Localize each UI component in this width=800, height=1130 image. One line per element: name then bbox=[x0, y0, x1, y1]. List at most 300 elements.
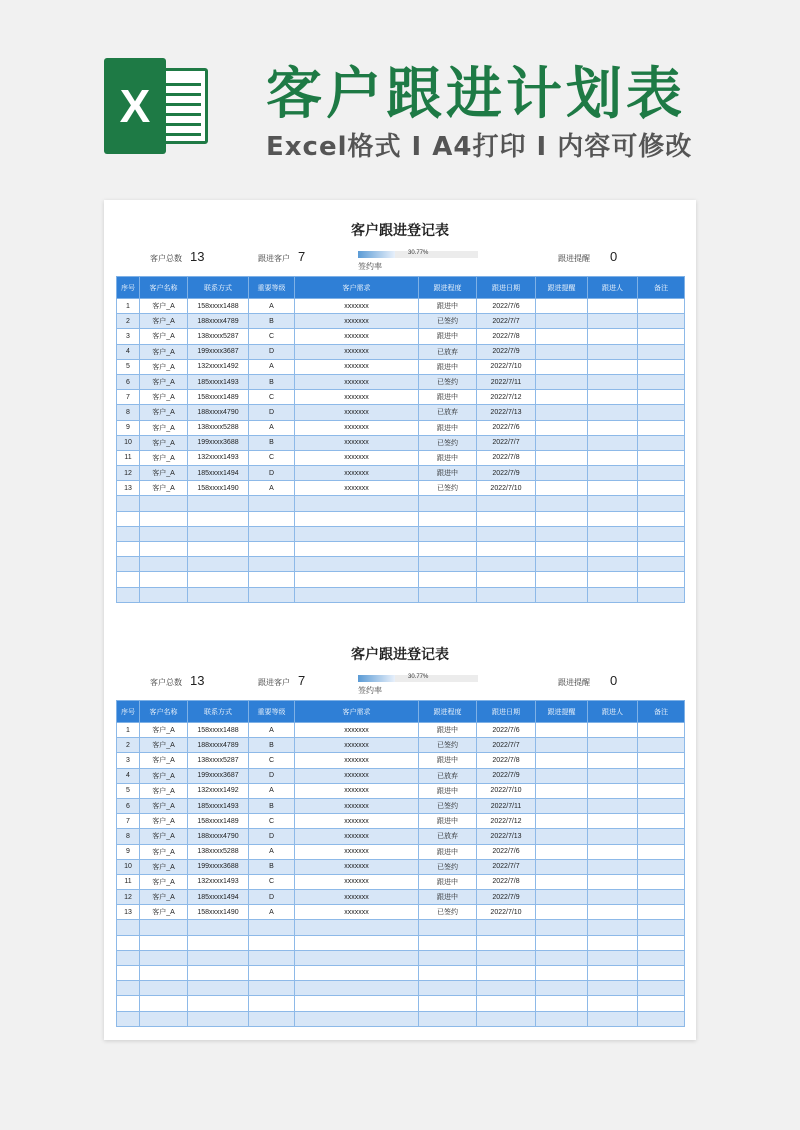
table-row bbox=[117, 996, 685, 1011]
table-cell bbox=[140, 511, 188, 526]
table-cell bbox=[536, 374, 588, 389]
reminder-label: 跟进提醒 bbox=[558, 678, 590, 687]
table-row bbox=[117, 572, 685, 587]
table-cell: 7 bbox=[117, 390, 140, 405]
table-cell: A bbox=[249, 844, 295, 859]
table-cell: 2022/7/9 bbox=[477, 466, 536, 481]
table-cell: C bbox=[249, 329, 295, 344]
table-cell: xxxxxxx bbox=[295, 753, 419, 768]
table-row bbox=[117, 783, 685, 798]
column-header: 客户需求 bbox=[295, 277, 419, 299]
table-cell bbox=[638, 738, 685, 753]
table-cell bbox=[638, 359, 685, 374]
table-cell: xxxxxxx bbox=[295, 738, 419, 753]
table-cell bbox=[295, 496, 419, 511]
table-header-row bbox=[117, 701, 685, 723]
table-cell: 199xxxx3688 bbox=[188, 435, 249, 450]
table-cell: xxxxxxx bbox=[295, 829, 419, 844]
table-cell bbox=[188, 587, 249, 602]
table-cell bbox=[588, 299, 638, 314]
follow-up-table bbox=[116, 700, 685, 1027]
table-cell bbox=[117, 511, 140, 526]
table-row bbox=[117, 753, 685, 768]
table-cell: 10 bbox=[117, 859, 140, 874]
table-cell bbox=[188, 950, 249, 965]
table-cell bbox=[477, 526, 536, 541]
table-cell bbox=[295, 526, 419, 541]
table-cell bbox=[638, 314, 685, 329]
table-cell bbox=[536, 829, 588, 844]
table-cell: 6 bbox=[117, 798, 140, 813]
table-cell bbox=[638, 981, 685, 996]
table-row bbox=[117, 1011, 685, 1026]
table-cell: 199xxxx3687 bbox=[188, 768, 249, 783]
table-cell: 2022/7/12 bbox=[477, 814, 536, 829]
table-cell bbox=[638, 950, 685, 965]
table-cell: D bbox=[249, 405, 295, 420]
table-cell bbox=[536, 783, 588, 798]
table-cell: 跟进中 bbox=[419, 844, 477, 859]
table-cell bbox=[536, 450, 588, 465]
table-cell bbox=[419, 557, 477, 572]
column-header: 客户需求 bbox=[295, 701, 419, 723]
table-cell: 6 bbox=[117, 374, 140, 389]
table-cell bbox=[536, 950, 588, 965]
sign-rate-fill bbox=[358, 251, 395, 258]
table-cell bbox=[249, 511, 295, 526]
table-cell: 138xxxx5288 bbox=[188, 844, 249, 859]
table-cell: 132xxxx1493 bbox=[188, 450, 249, 465]
table-cell bbox=[588, 814, 638, 829]
table-cell bbox=[419, 966, 477, 981]
table-row bbox=[117, 405, 685, 420]
table-cell bbox=[638, 890, 685, 905]
table-cell bbox=[588, 768, 638, 783]
table-cell bbox=[249, 966, 295, 981]
column-header: 备注 bbox=[638, 277, 685, 299]
table-cell: 4 bbox=[117, 768, 140, 783]
table-cell: 188xxxx4789 bbox=[188, 738, 249, 753]
table-cell bbox=[477, 572, 536, 587]
table-cell bbox=[588, 844, 638, 859]
table-cell bbox=[295, 1011, 419, 1026]
table-cell bbox=[588, 405, 638, 420]
table-cell bbox=[536, 920, 588, 935]
table-cell: A bbox=[249, 299, 295, 314]
table-cell: 132xxxx1492 bbox=[188, 359, 249, 374]
table-cell bbox=[249, 1011, 295, 1026]
table-row bbox=[117, 542, 685, 557]
table-cell: 客户_A bbox=[140, 798, 188, 813]
table-cell: 客户_A bbox=[140, 829, 188, 844]
table-cell: 2022/7/10 bbox=[477, 481, 536, 496]
table-cell: A bbox=[249, 481, 295, 496]
table-cell bbox=[477, 542, 536, 557]
table-cell bbox=[638, 753, 685, 768]
document-page bbox=[104, 200, 696, 1040]
table-cell: 2022/7/7 bbox=[477, 435, 536, 450]
table-cell bbox=[588, 344, 638, 359]
table-cell: 2022/7/6 bbox=[477, 299, 536, 314]
table-cell: 跟进中 bbox=[419, 420, 477, 435]
table-cell bbox=[140, 1011, 188, 1026]
table-cell: xxxxxxx bbox=[295, 768, 419, 783]
table-cell bbox=[588, 935, 638, 950]
table-cell bbox=[536, 314, 588, 329]
table-cell bbox=[536, 859, 588, 874]
table-cell bbox=[588, 996, 638, 1011]
table-row bbox=[117, 981, 685, 996]
table-cell bbox=[536, 1011, 588, 1026]
table-cell bbox=[140, 526, 188, 541]
table-cell bbox=[249, 587, 295, 602]
table-cell: 138xxxx5287 bbox=[188, 329, 249, 344]
table-cell: 132xxxx1493 bbox=[188, 874, 249, 889]
table-cell bbox=[249, 496, 295, 511]
table-cell bbox=[249, 572, 295, 587]
table-cell: A bbox=[249, 420, 295, 435]
table-cell bbox=[588, 481, 638, 496]
table-cell bbox=[536, 768, 588, 783]
total-value: 13 bbox=[190, 673, 205, 688]
table-cell bbox=[638, 859, 685, 874]
table-row bbox=[117, 874, 685, 889]
table-cell bbox=[536, 798, 588, 813]
table-cell bbox=[140, 587, 188, 602]
table-cell: 跟进中 bbox=[419, 466, 477, 481]
table-cell bbox=[536, 996, 588, 1011]
table-cell: 199xxxx3688 bbox=[188, 859, 249, 874]
table-cell: 跟进中 bbox=[419, 390, 477, 405]
table-cell: 2022/7/13 bbox=[477, 829, 536, 844]
table-cell bbox=[588, 466, 638, 481]
table-cell bbox=[536, 572, 588, 587]
table-cell: 已签约 bbox=[419, 314, 477, 329]
table-row bbox=[117, 329, 685, 344]
table-cell bbox=[588, 374, 638, 389]
table-cell bbox=[638, 496, 685, 511]
column-header: 客户名称 bbox=[140, 277, 188, 299]
table-cell bbox=[295, 511, 419, 526]
table-cell: 跟进中 bbox=[419, 890, 477, 905]
table-cell: 3 bbox=[117, 329, 140, 344]
table-row bbox=[117, 723, 685, 738]
table-cell bbox=[477, 496, 536, 511]
following-label: 跟进客户 bbox=[258, 678, 290, 687]
table-cell bbox=[588, 314, 638, 329]
table-cell bbox=[638, 814, 685, 829]
column-header: 跟进人 bbox=[588, 277, 638, 299]
table-row bbox=[117, 829, 685, 844]
table-cell: 已签约 bbox=[419, 798, 477, 813]
table-cell: 客户_A bbox=[140, 344, 188, 359]
table-cell: D bbox=[249, 829, 295, 844]
table-cell: 3 bbox=[117, 753, 140, 768]
table-cell bbox=[638, 526, 685, 541]
table-cell bbox=[140, 935, 188, 950]
table-cell bbox=[536, 511, 588, 526]
table-cell: 12 bbox=[117, 466, 140, 481]
table-cell bbox=[419, 526, 477, 541]
table-cell bbox=[588, 829, 638, 844]
table-cell bbox=[140, 542, 188, 557]
table-cell: 客户_A bbox=[140, 844, 188, 859]
column-header: 跟进提醒 bbox=[536, 277, 588, 299]
table-header-row bbox=[117, 277, 685, 299]
total-label: 客户总数 bbox=[150, 254, 182, 263]
table-row bbox=[117, 587, 685, 602]
table-cell bbox=[295, 996, 419, 1011]
table-cell bbox=[638, 966, 685, 981]
table-cell: xxxxxxx bbox=[295, 905, 419, 920]
table-cell: 已签约 bbox=[419, 859, 477, 874]
table-cell: 2022/7/8 bbox=[477, 329, 536, 344]
table-cell: xxxxxxx bbox=[295, 329, 419, 344]
table-cell bbox=[536, 466, 588, 481]
table-cell: 138xxxx5287 bbox=[188, 753, 249, 768]
table-cell: xxxxxxx bbox=[295, 466, 419, 481]
column-header: 联系方式 bbox=[188, 701, 249, 723]
table-cell bbox=[140, 966, 188, 981]
table-cell bbox=[588, 738, 638, 753]
table-cell bbox=[588, 966, 638, 981]
table-cell: 跟进中 bbox=[419, 753, 477, 768]
column-header: 跟进人 bbox=[588, 701, 638, 723]
table-cell: xxxxxxx bbox=[295, 723, 419, 738]
table-cell: 客户_A bbox=[140, 890, 188, 905]
table-cell: B bbox=[249, 314, 295, 329]
column-header: 跟进日期 bbox=[477, 701, 536, 723]
table-cell: 已签约 bbox=[419, 435, 477, 450]
follow-up-table bbox=[116, 276, 685, 603]
table-cell bbox=[588, 450, 638, 465]
table-cell: 客户_A bbox=[140, 466, 188, 481]
table-row bbox=[117, 844, 685, 859]
table-row bbox=[117, 314, 685, 329]
table-cell bbox=[588, 1011, 638, 1026]
table-cell bbox=[536, 390, 588, 405]
table-cell bbox=[638, 935, 685, 950]
table-cell bbox=[249, 981, 295, 996]
table-cell bbox=[295, 542, 419, 557]
table-cell bbox=[117, 1011, 140, 1026]
table-row bbox=[117, 344, 685, 359]
table-cell bbox=[140, 996, 188, 1011]
table-cell bbox=[588, 526, 638, 541]
reminder-value: 0 bbox=[610, 249, 618, 264]
table-cell: xxxxxxx bbox=[295, 844, 419, 859]
table-cell bbox=[588, 435, 638, 450]
table-cell: 132xxxx1492 bbox=[188, 783, 249, 798]
table-cell: 199xxxx3687 bbox=[188, 344, 249, 359]
table-cell: 5 bbox=[117, 783, 140, 798]
table-cell: C bbox=[249, 753, 295, 768]
table-row bbox=[117, 466, 685, 481]
table-cell bbox=[140, 920, 188, 935]
table-row bbox=[117, 496, 685, 511]
table-cell: 客户_A bbox=[140, 450, 188, 465]
table-cell: 客户_A bbox=[140, 874, 188, 889]
table-cell: B bbox=[249, 435, 295, 450]
table-row bbox=[117, 557, 685, 572]
table-cell bbox=[588, 420, 638, 435]
table-cell: 138xxxx5288 bbox=[188, 420, 249, 435]
table-cell bbox=[536, 753, 588, 768]
table-cell: 8 bbox=[117, 829, 140, 844]
table-cell bbox=[536, 344, 588, 359]
table-cell: 跟进中 bbox=[419, 329, 477, 344]
table-cell: 跟进中 bbox=[419, 359, 477, 374]
table-cell: 2022/7/9 bbox=[477, 768, 536, 783]
table-cell: xxxxxxx bbox=[295, 814, 419, 829]
table-cell: 已放弃 bbox=[419, 344, 477, 359]
table-cell bbox=[477, 981, 536, 996]
table-cell bbox=[588, 950, 638, 965]
table-cell bbox=[638, 542, 685, 557]
table-cell: xxxxxxx bbox=[295, 420, 419, 435]
table-cell bbox=[477, 950, 536, 965]
table-cell bbox=[638, 374, 685, 389]
table-cell: 2022/7/7 bbox=[477, 314, 536, 329]
table-cell: 2022/7/8 bbox=[477, 450, 536, 465]
table-cell bbox=[188, 996, 249, 1011]
table-cell bbox=[588, 496, 638, 511]
table-cell bbox=[536, 981, 588, 996]
table-cell bbox=[638, 344, 685, 359]
table-cell: xxxxxxx bbox=[295, 390, 419, 405]
table-cell: A bbox=[249, 723, 295, 738]
table-cell bbox=[419, 511, 477, 526]
table-cell bbox=[117, 935, 140, 950]
table-cell bbox=[588, 587, 638, 602]
table-cell bbox=[188, 981, 249, 996]
table-cell: 158xxxx1488 bbox=[188, 723, 249, 738]
table-cell: 客户_A bbox=[140, 314, 188, 329]
table-row bbox=[117, 435, 685, 450]
table-cell: 12 bbox=[117, 890, 140, 905]
table-cell: 客户_A bbox=[140, 405, 188, 420]
table-cell bbox=[117, 950, 140, 965]
table-cell bbox=[588, 572, 638, 587]
table-cell: 13 bbox=[117, 905, 140, 920]
table-cell: xxxxxxx bbox=[295, 859, 419, 874]
table-cell bbox=[140, 981, 188, 996]
promo-header bbox=[0, 0, 800, 190]
table-cell bbox=[140, 572, 188, 587]
table-cell: 158xxxx1490 bbox=[188, 905, 249, 920]
table-cell bbox=[188, 557, 249, 572]
table-cell: 185xxxx1493 bbox=[188, 374, 249, 389]
table-cell: 跟进中 bbox=[419, 783, 477, 798]
table-cell: 188xxxx4790 bbox=[188, 829, 249, 844]
table-cell: 2022/7/7 bbox=[477, 859, 536, 874]
table-cell bbox=[638, 996, 685, 1011]
table-cell: 2022/7/6 bbox=[477, 844, 536, 859]
table-cell: 客户_A bbox=[140, 374, 188, 389]
table-cell bbox=[117, 587, 140, 602]
table-cell: 11 bbox=[117, 450, 140, 465]
table-cell: 2022/7/10 bbox=[477, 905, 536, 920]
table-cell: 客户_A bbox=[140, 329, 188, 344]
table-cell: 2022/7/10 bbox=[477, 783, 536, 798]
table-cell bbox=[638, 329, 685, 344]
sign-rate-label: 签约率 bbox=[358, 262, 382, 271]
table-cell bbox=[477, 966, 536, 981]
table-cell bbox=[249, 526, 295, 541]
table-cell bbox=[188, 1011, 249, 1026]
table-cell: 7 bbox=[117, 814, 140, 829]
table-cell bbox=[295, 587, 419, 602]
table-cell bbox=[249, 935, 295, 950]
table-cell bbox=[638, 1011, 685, 1026]
table-cell: 2022/7/13 bbox=[477, 405, 536, 420]
table-cell bbox=[188, 966, 249, 981]
column-header: 序号 bbox=[117, 277, 140, 299]
sign-rate-percent: 30.77% bbox=[408, 674, 429, 680]
table-row bbox=[117, 768, 685, 783]
table-cell bbox=[477, 1011, 536, 1026]
table-cell: 已签约 bbox=[419, 374, 477, 389]
table-cell: 客户_A bbox=[140, 738, 188, 753]
table-cell: 跟进中 bbox=[419, 874, 477, 889]
table-cell bbox=[638, 557, 685, 572]
table-row bbox=[117, 390, 685, 405]
table-cell: 188xxxx4789 bbox=[188, 314, 249, 329]
table-cell: 跟进中 bbox=[419, 723, 477, 738]
table-cell bbox=[117, 526, 140, 541]
table-row bbox=[117, 905, 685, 920]
table-cell bbox=[477, 920, 536, 935]
table-cell bbox=[638, 905, 685, 920]
table-cell: 2022/7/12 bbox=[477, 390, 536, 405]
table-cell: 跟进中 bbox=[419, 814, 477, 829]
table-cell bbox=[536, 874, 588, 889]
table-cell bbox=[117, 542, 140, 557]
table-cell: 已放弃 bbox=[419, 405, 477, 420]
table-cell: xxxxxxx bbox=[295, 435, 419, 450]
following-value: 7 bbox=[298, 673, 306, 688]
table-row bbox=[117, 511, 685, 526]
table-cell: xxxxxxx bbox=[295, 405, 419, 420]
table-cell bbox=[295, 572, 419, 587]
table-cell bbox=[295, 950, 419, 965]
table-cell: 13 bbox=[117, 481, 140, 496]
table-cell bbox=[536, 481, 588, 496]
table-cell bbox=[419, 950, 477, 965]
table-cell bbox=[638, 920, 685, 935]
table-cell: 跟进中 bbox=[419, 299, 477, 314]
table-cell bbox=[419, 572, 477, 587]
table-cell: xxxxxxx bbox=[295, 798, 419, 813]
table-cell bbox=[638, 572, 685, 587]
table-cell bbox=[588, 890, 638, 905]
table-row bbox=[117, 420, 685, 435]
table-cell bbox=[638, 723, 685, 738]
table-cell bbox=[477, 996, 536, 1011]
total-value: 13 bbox=[190, 249, 205, 264]
table-cell bbox=[419, 920, 477, 935]
table-cell bbox=[588, 359, 638, 374]
table-cell: 已放弃 bbox=[419, 768, 477, 783]
table-cell: C bbox=[249, 390, 295, 405]
table-cell: xxxxxxx bbox=[295, 481, 419, 496]
table-cell bbox=[536, 935, 588, 950]
table-cell: 2022/7/8 bbox=[477, 753, 536, 768]
table-cell: 已签约 bbox=[419, 738, 477, 753]
table-row bbox=[117, 299, 685, 314]
table-cell bbox=[638, 450, 685, 465]
table-cell: 1 bbox=[117, 299, 140, 314]
